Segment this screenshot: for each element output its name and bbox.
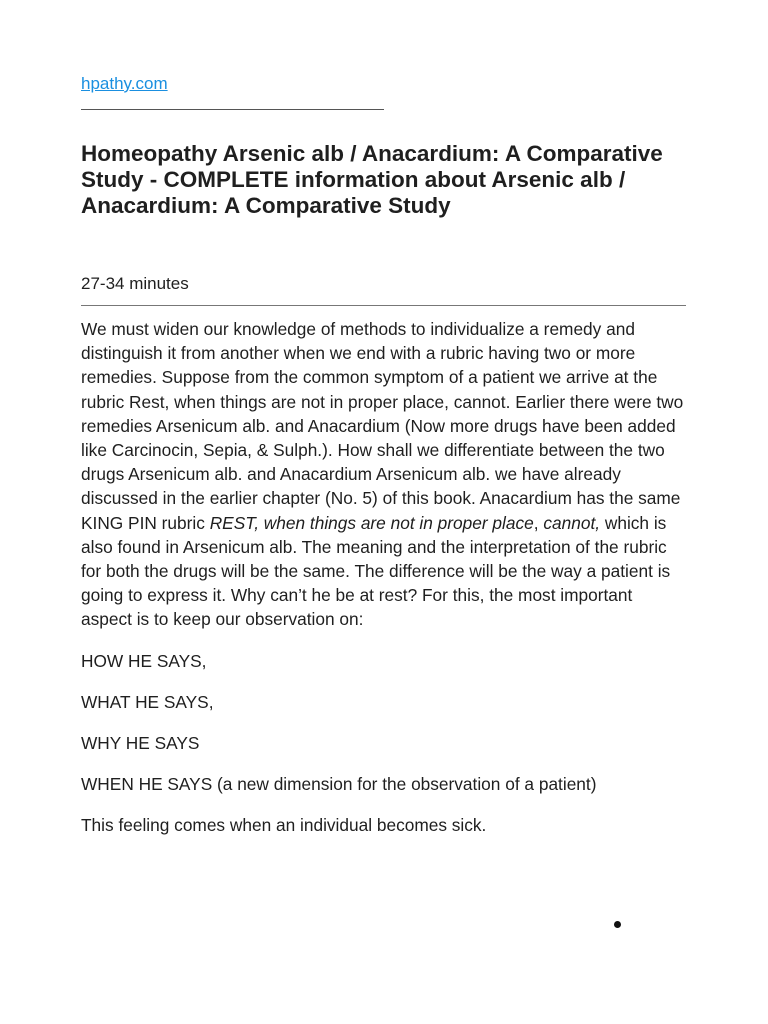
source-link[interactable]: hpathy.com bbox=[81, 74, 168, 93]
rubric-italic-1: REST, when things are not in proper place bbox=[209, 512, 534, 533]
rubric-comma: , bbox=[533, 512, 544, 533]
intro-paragraph bbox=[81, 317, 687, 632]
article-title: Homeopathy Arsenic alb / Anacardium: A Comparative Study - COMPLETE information about Arsenic alb / Anacardium: A Comparative Study bbox=[81, 141, 663, 218]
why-he-says: WHY HE SAYS bbox=[81, 733, 200, 754]
when-he-says: WHEN HE SAYS (a new dimension for the observation of a patient) bbox=[81, 774, 597, 795]
how-he-says: HOW HE SAYS, bbox=[81, 650, 207, 671]
reading-time: 27-34 minutes bbox=[81, 274, 189, 293]
bullet-dot-mark bbox=[614, 921, 621, 928]
feeling-line: This feeling comes when an individual becomes sick. bbox=[81, 815, 487, 836]
intro-text-part-2: which is also found in Arsenicum alb. The meaning and the interpretation of the rubric for both the drugs will be the same. The difference will be the way a patient is going to express it. Why can’t he be at rest? For this, the most important aspect is to keep our observation on: bbox=[81, 512, 671, 630]
rubric-italic-2: cannot, bbox=[543, 512, 601, 533]
source-divider bbox=[81, 109, 384, 110]
reading-time-divider bbox=[81, 305, 686, 306]
what-he-says: WHAT HE SAYS, bbox=[81, 691, 214, 712]
intro-text-part-1: We must widen our knowledge of methods to individualize a remedy and distinguish it from another when we end with a rubric having two or more remedies. Suppose from the common symptom of a patient we arrive at the rubric Rest, when things are not in proper place, cannot. Earlier there were two remedies Arsenicum alb. and Anacardium (Now more drugs have been added like Carcinocin, Sepia, & Sulph.). How shall we differentiate between the two drugs Arsenicum alb. and Anacardium Arsenicum alb. we have already discussed in the earlier chapter (No. 5) of this book. Anacardium has the same KING PIN rubric bbox=[81, 319, 684, 533]
article-body bbox=[81, 317, 687, 855]
